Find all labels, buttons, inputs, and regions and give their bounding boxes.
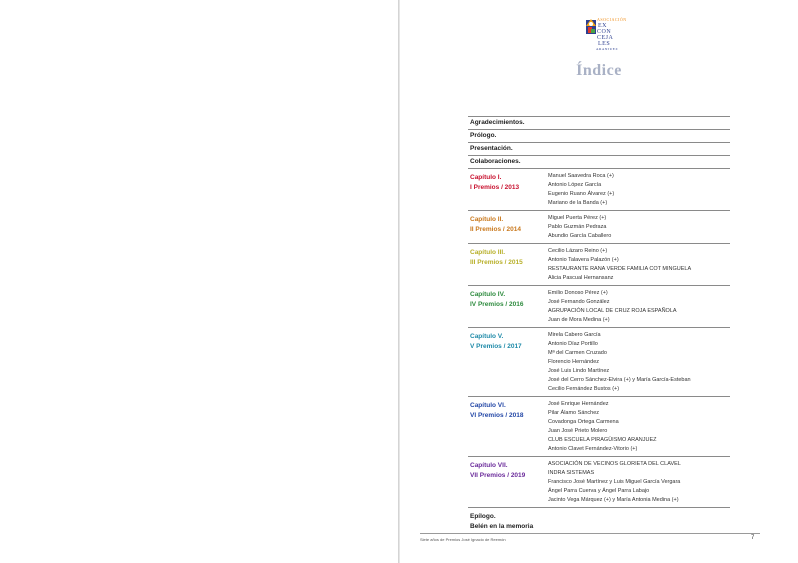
chapter-label: Capítulo VII. [470, 462, 508, 469]
chapter-label: Capítulo III. [470, 249, 506, 256]
footer-text: Siete años de Premios José Ignacio de Reemón [420, 537, 506, 542]
logo-bottom-text: ARANJUEZ [596, 47, 619, 51]
right-page [400, 0, 798, 563]
epilogue-block [468, 508, 730, 532]
chapter-entry[interactable]: Florencio Hernández [548, 359, 600, 365]
toc-entry-acknowledgements[interactable]: Agradecimientos. [470, 119, 525, 126]
toc-entry-epilogue[interactable]: Epílogo. [470, 513, 496, 520]
chapter-label: Capítulo IV. [470, 291, 506, 298]
chapter-entry[interactable]: Cecilio Lázaro Reino (+) [548, 248, 608, 254]
toc-chapter-3[interactable] [468, 244, 730, 285]
chapter-entry[interactable]: Abundio García Caballero [548, 233, 612, 239]
chapter-list [468, 169, 730, 508]
chapter-entries [548, 289, 730, 325]
toc-chapter-6[interactable] [468, 397, 730, 456]
chapter-entry[interactable]: Jacinto Vega Márquez (+) y María Antonia Medina (+) [548, 497, 679, 503]
chapter-entry[interactable]: Antonio Talavera Palazón (+) [548, 257, 619, 263]
chapter-entries [548, 331, 730, 394]
chapter-entry[interactable]: Antonio Díaz Portillo [548, 341, 598, 347]
chapter-entry[interactable]: José Enrique Hernández [548, 401, 609, 407]
chapter-entry[interactable]: Manuel Saavedra Roca (+) [548, 173, 614, 179]
logo-line-3: CEJA [597, 35, 614, 41]
chapter-heading [470, 460, 548, 505]
toc-chapter-1[interactable] [468, 169, 730, 210]
chapter-entries [548, 214, 730, 241]
chapter-entry[interactable]: Emilio Donoso Pérez (+) [548, 290, 608, 296]
chapter-entry[interactable]: Juan de Mora Medina (+) [548, 317, 610, 323]
toc-chapter-2[interactable] [468, 211, 730, 243]
chapter-entries [548, 172, 730, 208]
chapter-entry[interactable]: Mirela Cabero García [548, 332, 601, 338]
toc-entry-presentation[interactable]: Presentación. [470, 145, 513, 152]
logo-line-2: CON [597, 29, 612, 35]
chapter-entry[interactable]: CLUB ESCUELA PIRAGÜISMO ARANJUEZ [548, 437, 657, 443]
chapter-entry[interactable]: Juan José Prieto Molero [548, 428, 608, 434]
chapter-entry[interactable]: Antonio López García [548, 182, 602, 188]
page-title: Índice [576, 62, 622, 79]
toc-chapter-7[interactable] [468, 457, 730, 507]
chapter-entry[interactable]: Covadonga Ortega Carmena [548, 419, 619, 425]
chapter-entry[interactable]: Mª del Carmen Cruzado [548, 350, 607, 356]
chapter-entry[interactable]: AGRUPACIÓN LOCAL DE CRUZ ROJA ESPAÑOLA [548, 308, 677, 314]
chapter-entry[interactable]: Francisco José Martínez y Luis Miguel García Vergara [548, 479, 681, 485]
chapter-label: Capítulo V. [470, 333, 504, 340]
chapter-subtitle: VII Premios / 2019 [470, 471, 526, 479]
chapter-subtitle: II Premios / 2014 [470, 225, 521, 233]
chapter-entry[interactable]: Antonio Clavet Fernández-Vitorio (+) [548, 446, 638, 452]
chapter-label: Capítulo II. [470, 216, 504, 223]
logo-top-text: ASOCIACIÓN [597, 17, 627, 22]
chapter-heading [470, 331, 548, 394]
chapter-label: Capítulo VI. [470, 402, 506, 409]
table-of-contents [468, 116, 730, 532]
chapter-entries [548, 400, 730, 454]
chapter-heading [470, 214, 548, 241]
chapter-label: Capítulo I. [470, 174, 502, 181]
chapter-entry[interactable]: Pablo Guzmán Pedraza [548, 224, 607, 230]
chapter-subtitle: V Premios / 2017 [470, 342, 522, 350]
toc-entry-belen[interactable]: Belén en la memoria [470, 523, 534, 530]
chapter-entry[interactable]: Ángel Parra Cuerva y Ángel Parra Labajo [548, 488, 650, 494]
toc-entry-collaborations[interactable]: Colaboraciones. [470, 158, 521, 165]
chapter-entry[interactable]: Pilar Álamo Sánchez [548, 410, 600, 416]
footer-rule [420, 533, 760, 534]
chapter-entries [548, 460, 730, 505]
chapter-entry[interactable]: Miguel Puerta Pérez (+) [548, 215, 607, 221]
chapter-heading [470, 172, 548, 208]
toc-entry-prologue[interactable]: Prólogo. [470, 132, 497, 139]
logo-line-1: EX [598, 23, 607, 29]
chapter-subtitle: I Premios / 2013 [470, 183, 520, 191]
chapter-subtitle: IV Premios / 2016 [470, 300, 524, 308]
chapter-entry[interactable]: ASOCIACIÓN DE VECINOS GLORIETA DEL CLAVEL [548, 461, 681, 467]
toc-chapter-4[interactable] [468, 286, 730, 327]
logo [583, 16, 627, 51]
chapter-entry[interactable]: Mariano de la Banda (+) [548, 200, 608, 206]
chapter-entry[interactable]: Cecilio Fernández Bustos (+) [548, 386, 620, 392]
chapter-heading [470, 400, 548, 454]
chapter-entry[interactable]: Eugenio Ruano Álvarez (+) [548, 191, 615, 197]
chapter-entry[interactable]: RESTAURANTE RANA VERDE FAMILIA COT MINGUELA [548, 266, 692, 272]
toc-chapter-5[interactable] [468, 328, 730, 396]
page-number: 7 [751, 535, 755, 541]
chapter-subtitle: VI Premios / 2018 [470, 411, 524, 419]
chapter-heading [470, 289, 548, 325]
chapter-entry[interactable]: José Fernando González [548, 299, 610, 305]
chapter-heading [470, 247, 548, 283]
logo-line-4: LES [598, 41, 611, 47]
chapter-subtitle: III Premios / 2015 [470, 258, 523, 266]
chapter-entry[interactable]: José del Cerro Sánchez-Elvira (+) y María García-Esteban [548, 377, 691, 383]
chapter-entries [548, 247, 730, 283]
chapter-entry[interactable]: INDRA SISTEMAS [548, 470, 595, 476]
chapter-entry[interactable]: José Luis Lindo Martínez [548, 368, 610, 374]
chapter-entry[interactable]: Alicia Pascual Hernansanz [548, 275, 614, 281]
